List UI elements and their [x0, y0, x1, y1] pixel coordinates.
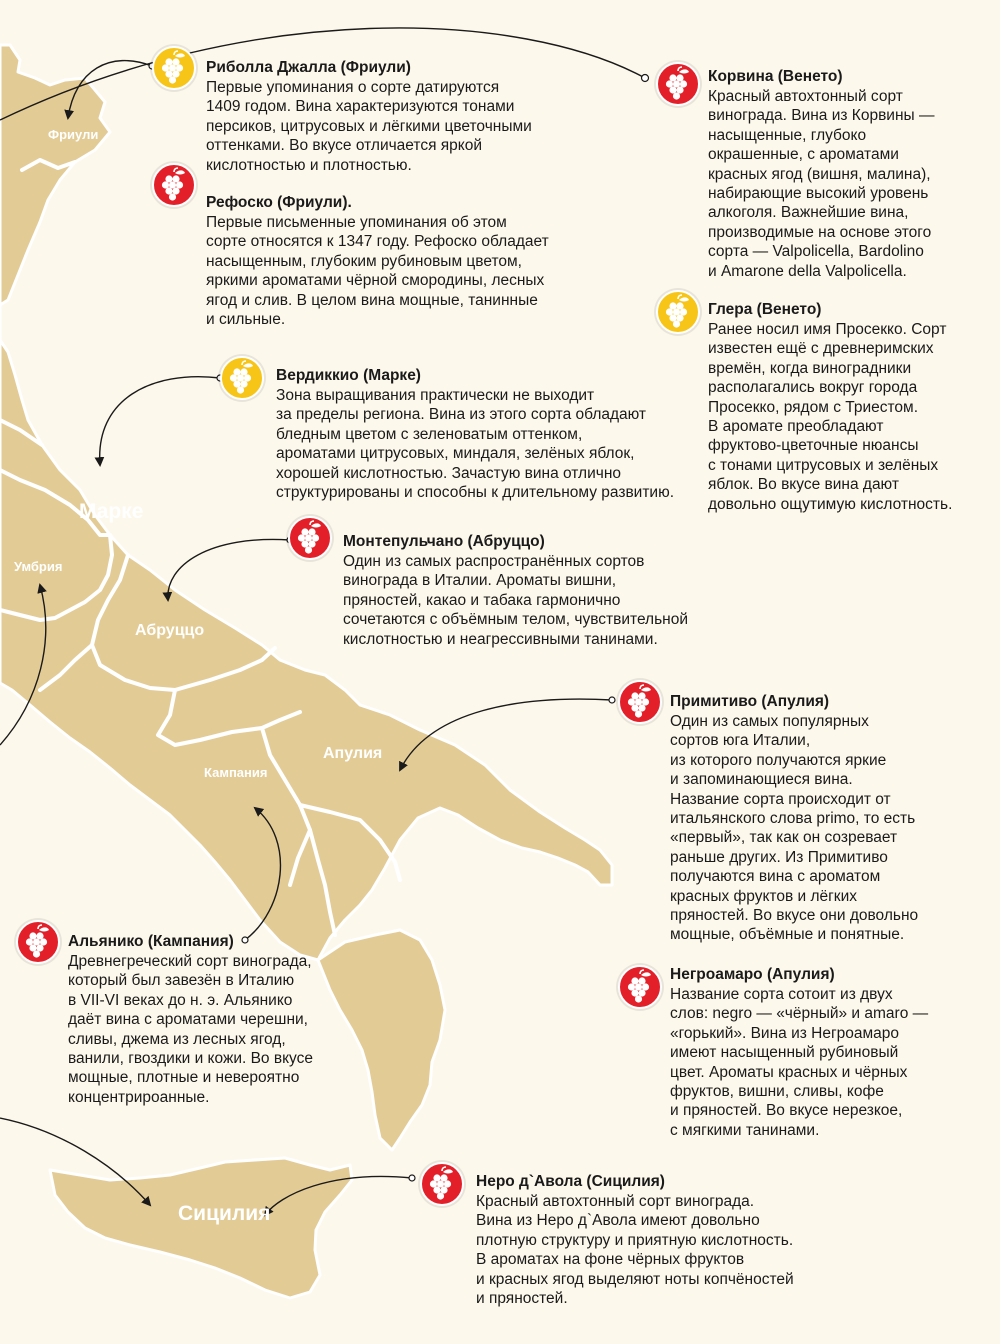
description-line: Название сорта сотоит из двух [670, 986, 893, 1003]
description-line: Вина из Неро д`Авола имеют довольно [476, 1212, 760, 1230]
description-line: Первые письменные упоминания об этом [206, 214, 507, 231]
description-line: сорте относятся к 1347 году. Рефоско обладает [206, 233, 549, 251]
description-line: персиков, цитрусовых и лёгкими цветочными [206, 117, 532, 135]
description-line: ягод и слив. В целом вина мощные, танинные [206, 291, 538, 309]
description-line: кислотностью и плотностью. [206, 156, 412, 174]
description-line: Ранее носил имя Просекко. Сорт [708, 321, 947, 338]
red-grape-icon [152, 163, 196, 207]
description-line: даёт вина с ароматами черешни, [68, 1011, 308, 1029]
description-line: сортов юга Италии, [670, 732, 811, 750]
yellow-grape-icon [220, 356, 264, 400]
description-line: и запоминающиеся вина. [670, 771, 853, 789]
grape-title: Вердиккио (Марке) [276, 367, 421, 384]
description-line: мощные, объёмные и понятные. [670, 926, 905, 944]
region-label-friuli: Фриули [48, 127, 99, 142]
description-line: получаются вина с ароматом [670, 868, 881, 886]
red-grape-icon [288, 516, 332, 560]
arrow-dot-primitivo [609, 697, 615, 703]
grape-description [276, 386, 674, 502]
description-line: кислотностью и неагрессивными танинами. [343, 630, 658, 648]
description-line: который был завезён в Италию [68, 972, 295, 990]
region-label-campania: Кампания [204, 765, 268, 780]
grape-title: Примитиво (Апулия) [670, 693, 830, 710]
calabria-shape [318, 930, 445, 1150]
grape-title: Монтепульчано (Абруццо) [343, 533, 545, 550]
grape-title: Альянико (Кампания) [68, 933, 234, 950]
grape-description [206, 213, 549, 329]
description-line: с мягкими танинами. [670, 1121, 820, 1139]
description-line: Просекко, рядом с Триестом. [708, 398, 918, 416]
description-line: фруктово-цветочные нюансы [708, 437, 919, 455]
description-line: цвет. Ароматы красных и чёрных [670, 1063, 908, 1081]
sicily-shape [50, 1158, 352, 1298]
description-line: винограда в Италии. Ароматы вишни, [343, 572, 617, 590]
description-line: винограда. Вина из Корвины — [708, 107, 935, 125]
description-line: пряностей. Во вкусе они довольно [670, 907, 919, 925]
description-line: яркими ароматами чёрной смородины, лесных [206, 272, 545, 290]
description-line: яблок. Во вкусе вина дают [708, 476, 899, 494]
grape-description [68, 952, 313, 1107]
grape-description [343, 552, 688, 649]
grape-description [708, 320, 952, 514]
description-line: известен ещё с древнеримских [708, 340, 934, 358]
description-line: раньше других. Из Примитиво [670, 848, 888, 866]
yellow-grape-icon [656, 290, 700, 334]
description-line: и Amarone della Valpolicella. [708, 262, 907, 280]
description-line: Красный автохтонный сорт [708, 88, 903, 105]
description-line: и пряностей. Во вкусе нерезкое, [670, 1102, 903, 1120]
description-line: насыщенным, глубоким рубиновым цветом, [206, 252, 522, 270]
description-line: насыщенные, глубоко [708, 126, 867, 144]
grape-title: Неро д`Авола (Сицилия) [476, 1173, 665, 1190]
description-line: ароматами цитрусовых, миндаля, зелёных яблок, [276, 445, 635, 463]
description-line: и пряностей. [476, 1290, 568, 1308]
description-line: и сильные. [206, 311, 286, 329]
yellow-grape-icon [152, 46, 196, 90]
description-line: Название сорта происходит от [670, 790, 891, 808]
description-line: «горький». Вина из Негроамаро [670, 1024, 899, 1042]
arrow-dot-corvina [642, 75, 649, 82]
grape-description [670, 985, 928, 1140]
description-line: располагались вокруг города [708, 379, 918, 397]
description-line: сочетаются с объёмным телом, чувствительной [343, 611, 689, 629]
region-label-abruzzo: Абруццо [135, 622, 205, 639]
description-line: производимые на основе этого [708, 223, 932, 241]
description-line: сорта — Valpolicella, Bardolino [708, 243, 924, 261]
description-line: Один из самых популярных [670, 713, 869, 730]
grape-description [476, 1192, 794, 1308]
description-line: в VII-VI веках до н. э. Альянико [68, 991, 293, 1009]
description-line: плотную структуру и приятную кислотность. [476, 1231, 794, 1249]
arrow-verdicchio [100, 377, 220, 465]
grape-title: Негроамаро (Апулия) [670, 966, 835, 983]
region-label-marche: Марке [79, 500, 144, 523]
description-line: набирающие высокий уровень [708, 185, 929, 203]
description-line: Первые упоминания о сорте датируются [206, 79, 500, 96]
description-line: имеют насыщенный рубиновый [670, 1044, 899, 1062]
description-line: мощные, плотные и невероятно [68, 1069, 300, 1087]
description-line: из которого получаются яркие [670, 751, 887, 769]
description-line: Один из самых распространённых сортов [343, 553, 645, 570]
region-label-umbria: Умбрия [14, 559, 63, 574]
description-line: слов: negro — «чёрный» и amaro — [670, 1005, 929, 1023]
description-line: оттенками. Во вкусе отличается яркой [206, 137, 483, 155]
description-line: за пределы региона. Вина из этого сорта обладают [276, 406, 647, 424]
description-line: ванили, гвоздики и кожи. Во вкусе [68, 1050, 313, 1068]
description-line: хорошей кислотностью. Зачастую вина отлично [276, 464, 622, 482]
description-line: окрашенные, с ароматами [708, 146, 899, 164]
description-line: бледным цветом с зеленоватым оттенком, [276, 425, 583, 443]
red-grape-icon [16, 920, 60, 964]
description-line: «первый», так как он созревает [670, 829, 898, 847]
description-line: довольно ощутимую кислотность. [708, 495, 953, 513]
grape-title: Риболла Джалла (Фриули) [206, 59, 411, 76]
arrow-montepulciano [168, 539, 290, 600]
description-line: 1409 годом. Вина характеризуются тонами [206, 98, 515, 116]
description-line: алкоголя. Важнейшие вина, [708, 204, 909, 222]
description-line: Зона выращивания практически не выходит [276, 387, 595, 404]
description-line: красных фруктов и лёгких [670, 887, 857, 905]
region-label-sicily: Сицилия [178, 1202, 271, 1225]
description-line: концентрироанные. [68, 1088, 210, 1106]
description-line: Древнегреческий сорт винограда, [68, 953, 312, 970]
description-line: фруктов, вишни, сливы, кофе [670, 1083, 884, 1101]
grape-title: Корвина (Венето) [708, 68, 843, 85]
description-line: времён, когда виноградники [708, 359, 912, 377]
description-line: красных ягод (вишня, малина), [708, 165, 931, 183]
grape-description [708, 87, 934, 281]
description-line: структурированы и способны к длительному развитию. [276, 484, 675, 502]
description-line: сливы, джема из лесных ягод, [68, 1030, 286, 1048]
red-grape-icon [656, 62, 700, 106]
description-line: с тонами цитрусовых и зелёных [708, 456, 939, 474]
grape-description [206, 78, 532, 175]
red-grape-icon [618, 965, 662, 1009]
region-label-apulia: Апулия [323, 745, 383, 762]
description-line: В ароматах на фоне чёрных фруктов [476, 1251, 745, 1269]
grape-title: Рефоско (Фриули). [206, 194, 352, 211]
description-line: В аромате преобладают [708, 418, 884, 436]
description-line: итальянского слова primo, то есть [670, 810, 916, 828]
grape-description [670, 712, 918, 945]
arrow-dot-nero [409, 1175, 415, 1181]
red-grape-icon [420, 1162, 464, 1206]
description-line: и красных ягод выделяют ноты копчёностей [476, 1270, 794, 1288]
description-line: Красный автохтонный сорт винограда. [476, 1193, 755, 1210]
red-grape-icon [618, 680, 662, 724]
grape-title: Глера (Венето) [708, 301, 822, 318]
description-line: пряностей, какао и табака гармонично [343, 591, 621, 609]
